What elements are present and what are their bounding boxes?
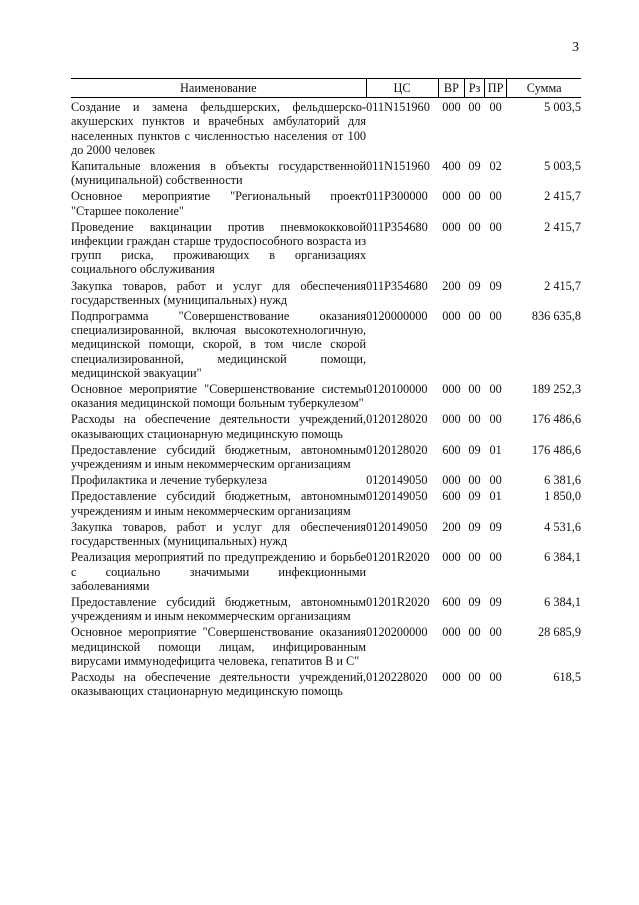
cell-name: Закупка товаров, работ и услуг для обеспечения государственных (муниципальных) нужд	[71, 278, 367, 307]
cell-vr: 000	[442, 625, 461, 640]
cell-vr: 000	[442, 189, 461, 204]
cell-sum: 4 531,6	[544, 519, 581, 534]
cell-pr: 00	[489, 473, 502, 488]
header-pr: ПР	[484, 79, 507, 98]
table-row	[71, 548, 581, 593]
table-row	[71, 518, 581, 548]
cell-cs: 0120128020	[366, 412, 428, 427]
cell-sum: 5 003,5	[544, 100, 581, 115]
table-row	[71, 157, 581, 187]
cell-sum: 176 486,6	[531, 442, 581, 457]
cell-vr: 000	[442, 382, 461, 397]
table-row	[71, 307, 581, 380]
cell-vr: 000	[442, 219, 461, 234]
cell-name: Капитальные вложения в объекты государственной (муниципальной) собственности	[71, 159, 367, 188]
table-row	[71, 487, 581, 517]
cell-name: Основное мероприятие "Совершенствование системы оказания медицинской помощи больным туберкулезом"	[71, 382, 367, 411]
cell-cs: 011P300000	[366, 189, 428, 204]
cell-name: Расходы на обеспечение деятельности учреждений, оказывающих стационарную медицинскую помощь	[71, 669, 367, 699]
cell-pr: 00	[489, 309, 502, 324]
cell-rz: 00	[468, 669, 481, 684]
cell-sum: 28 685,9	[537, 625, 581, 640]
cell-vr: 600	[442, 594, 461, 609]
cell-name: Реализация мероприятий по предупреждению и борьбе с социально значимыми инфекционными заболеваниями	[71, 550, 367, 593]
cell-pr: 00	[489, 625, 502, 640]
cell-rz: 09	[468, 278, 481, 293]
table-body	[71, 98, 581, 699]
cell-cs: 01201R2020	[366, 594, 430, 609]
cell-cs: 01201R2020	[366, 550, 430, 565]
cell-rz: 00	[468, 412, 481, 427]
table-row	[71, 218, 581, 277]
cell-vr: 000	[442, 412, 461, 427]
cell-pr: 00	[489, 382, 502, 397]
cell-vr: 000	[442, 309, 461, 324]
cell-vr: 600	[442, 489, 461, 504]
cell-vr: 200	[442, 278, 461, 293]
cell-sum: 176 486,6	[531, 412, 581, 427]
table-row	[71, 410, 581, 440]
cell-sum: 6 381,6	[544, 473, 581, 488]
cell-vr: 000	[442, 473, 461, 488]
table-row	[71, 593, 581, 623]
cell-name: Расходы на обеспечение деятельности учреждений, оказывающих стационарную медицинскую помощь	[71, 412, 367, 441]
table-row	[71, 471, 581, 487]
cell-cs: 011N151960	[366, 159, 430, 174]
cell-pr: 09	[489, 278, 502, 293]
cell-rz: 00	[468, 550, 481, 565]
cell-cs: 011P354680	[366, 278, 428, 293]
cell-sum: 2 415,7	[544, 189, 581, 204]
header-cs: ЦС	[366, 79, 438, 98]
cell-sum: 618,5	[553, 669, 581, 684]
table-row	[71, 380, 581, 410]
cell-sum: 836 635,8	[531, 309, 581, 324]
cell-cs: 011N151960	[366, 100, 430, 115]
cell-pr: 01	[489, 442, 502, 457]
cell-pr: 00	[489, 412, 502, 427]
table-header-row	[71, 79, 581, 98]
cell-cs: 0120149050	[366, 489, 428, 504]
cell-cs: 0120228020	[366, 669, 428, 684]
cell-rz: 09	[468, 159, 481, 174]
cell-name: Основное мероприятие "Региональный проект "Старшее поколение"	[71, 189, 367, 218]
cell-rz: 00	[468, 382, 481, 397]
cell-pr: 00	[489, 100, 502, 115]
cell-pr: 00	[489, 669, 502, 684]
cell-vr: 000	[442, 100, 461, 115]
cell-rz: 09	[468, 442, 481, 457]
cell-sum: 2 415,7	[544, 278, 581, 293]
table-row	[71, 668, 581, 698]
cell-pr: 00	[489, 219, 502, 234]
page-number: 3	[572, 40, 579, 55]
table-row	[71, 98, 581, 157]
cell-name: Закупка товаров, работ и услуг для обеспечения государственных (муниципальных) нужд	[71, 519, 367, 549]
cell-rz: 00	[468, 219, 481, 234]
header-vr: ВР	[438, 79, 465, 98]
cell-pr: 09	[489, 519, 502, 534]
cell-rz: 09	[468, 489, 481, 504]
cell-name: Проведение вакцинации против пневмококковой инфекции граждан старше трудоспособного возраста из групп риска, проживающих в организациях социального обслуживания	[71, 219, 367, 277]
cell-rz: 00	[468, 625, 481, 640]
cell-sum: 189 252,3	[531, 382, 581, 397]
cell-cs: 0120128020	[366, 442, 428, 457]
cell-pr: 01	[489, 489, 502, 504]
cell-name: Профилактика и лечение туберкулеза	[71, 473, 268, 488]
cell-sum: 2 415,7	[544, 219, 581, 234]
header-sum: Сумма	[507, 79, 581, 98]
cell-cs: 0120100000	[366, 382, 428, 397]
cell-name: Предоставление субсидий бюджетным, автономным учреждениям и иным некоммерческим организациям	[71, 489, 367, 518]
cell-rz: 00	[468, 473, 481, 488]
cell-vr: 000	[442, 669, 461, 684]
cell-sum: 6 384,1	[544, 594, 581, 609]
cell-name: Основное мероприятие "Совершенствование оказания медицинской помощи лицам, инфицированным вирусами иммунодефицита человека, гепатитов В и С"	[71, 625, 367, 668]
cell-cs: 011P354680	[366, 219, 428, 234]
cell-cs: 0120000000	[366, 309, 428, 324]
cell-pr: 00	[489, 189, 502, 204]
cell-rz: 00	[468, 100, 481, 115]
table-row	[71, 187, 581, 217]
cell-name: Подпрограмма "Совершенствование оказания специализированной, включая высокотехнологичную, медицинской помощи, скорой, в том числе скорой специализированной, медицинской помощи, медицинской эвакуации"	[71, 309, 367, 380]
budget-table	[71, 78, 581, 698]
header-rz: Рз	[465, 79, 485, 98]
cell-name: Создание и замена фельдшерских, фельдшерско-акушерских пунктов и врачебных амбулаторий для населенных пунктов с численностью населения от 100 до 2000 человек	[71, 100, 367, 157]
cell-vr: 000	[442, 550, 461, 565]
cell-vr: 600	[442, 442, 461, 457]
cell-vr: 200	[442, 519, 461, 534]
table-row	[71, 623, 581, 668]
header-name: Наименование	[71, 79, 366, 98]
cell-rz: 09	[468, 519, 481, 534]
cell-rz: 00	[468, 189, 481, 204]
table-row	[71, 277, 581, 307]
cell-sum: 5 003,5	[544, 159, 581, 174]
cell-sum: 6 384,1	[544, 550, 581, 565]
cell-pr: 09	[489, 594, 502, 609]
cell-cs: 0120149050	[366, 473, 428, 488]
cell-pr: 02	[489, 159, 502, 174]
cell-pr: 00	[489, 550, 502, 565]
cell-name: Предоставление субсидий бюджетным, автономным учреждениям и иным некоммерческим организациям	[71, 594, 367, 624]
cell-cs: 0120149050	[366, 519, 428, 534]
cell-name: Предоставление субсидий бюджетным, автономным учреждениям и иным некоммерческим организациям	[71, 442, 367, 472]
cell-rz: 09	[468, 594, 481, 609]
cell-cs: 0120200000	[366, 625, 428, 640]
cell-sum: 1 850,0	[544, 489, 581, 504]
cell-vr: 400	[442, 159, 461, 174]
cell-rz: 00	[468, 309, 481, 324]
table-row	[71, 441, 581, 471]
